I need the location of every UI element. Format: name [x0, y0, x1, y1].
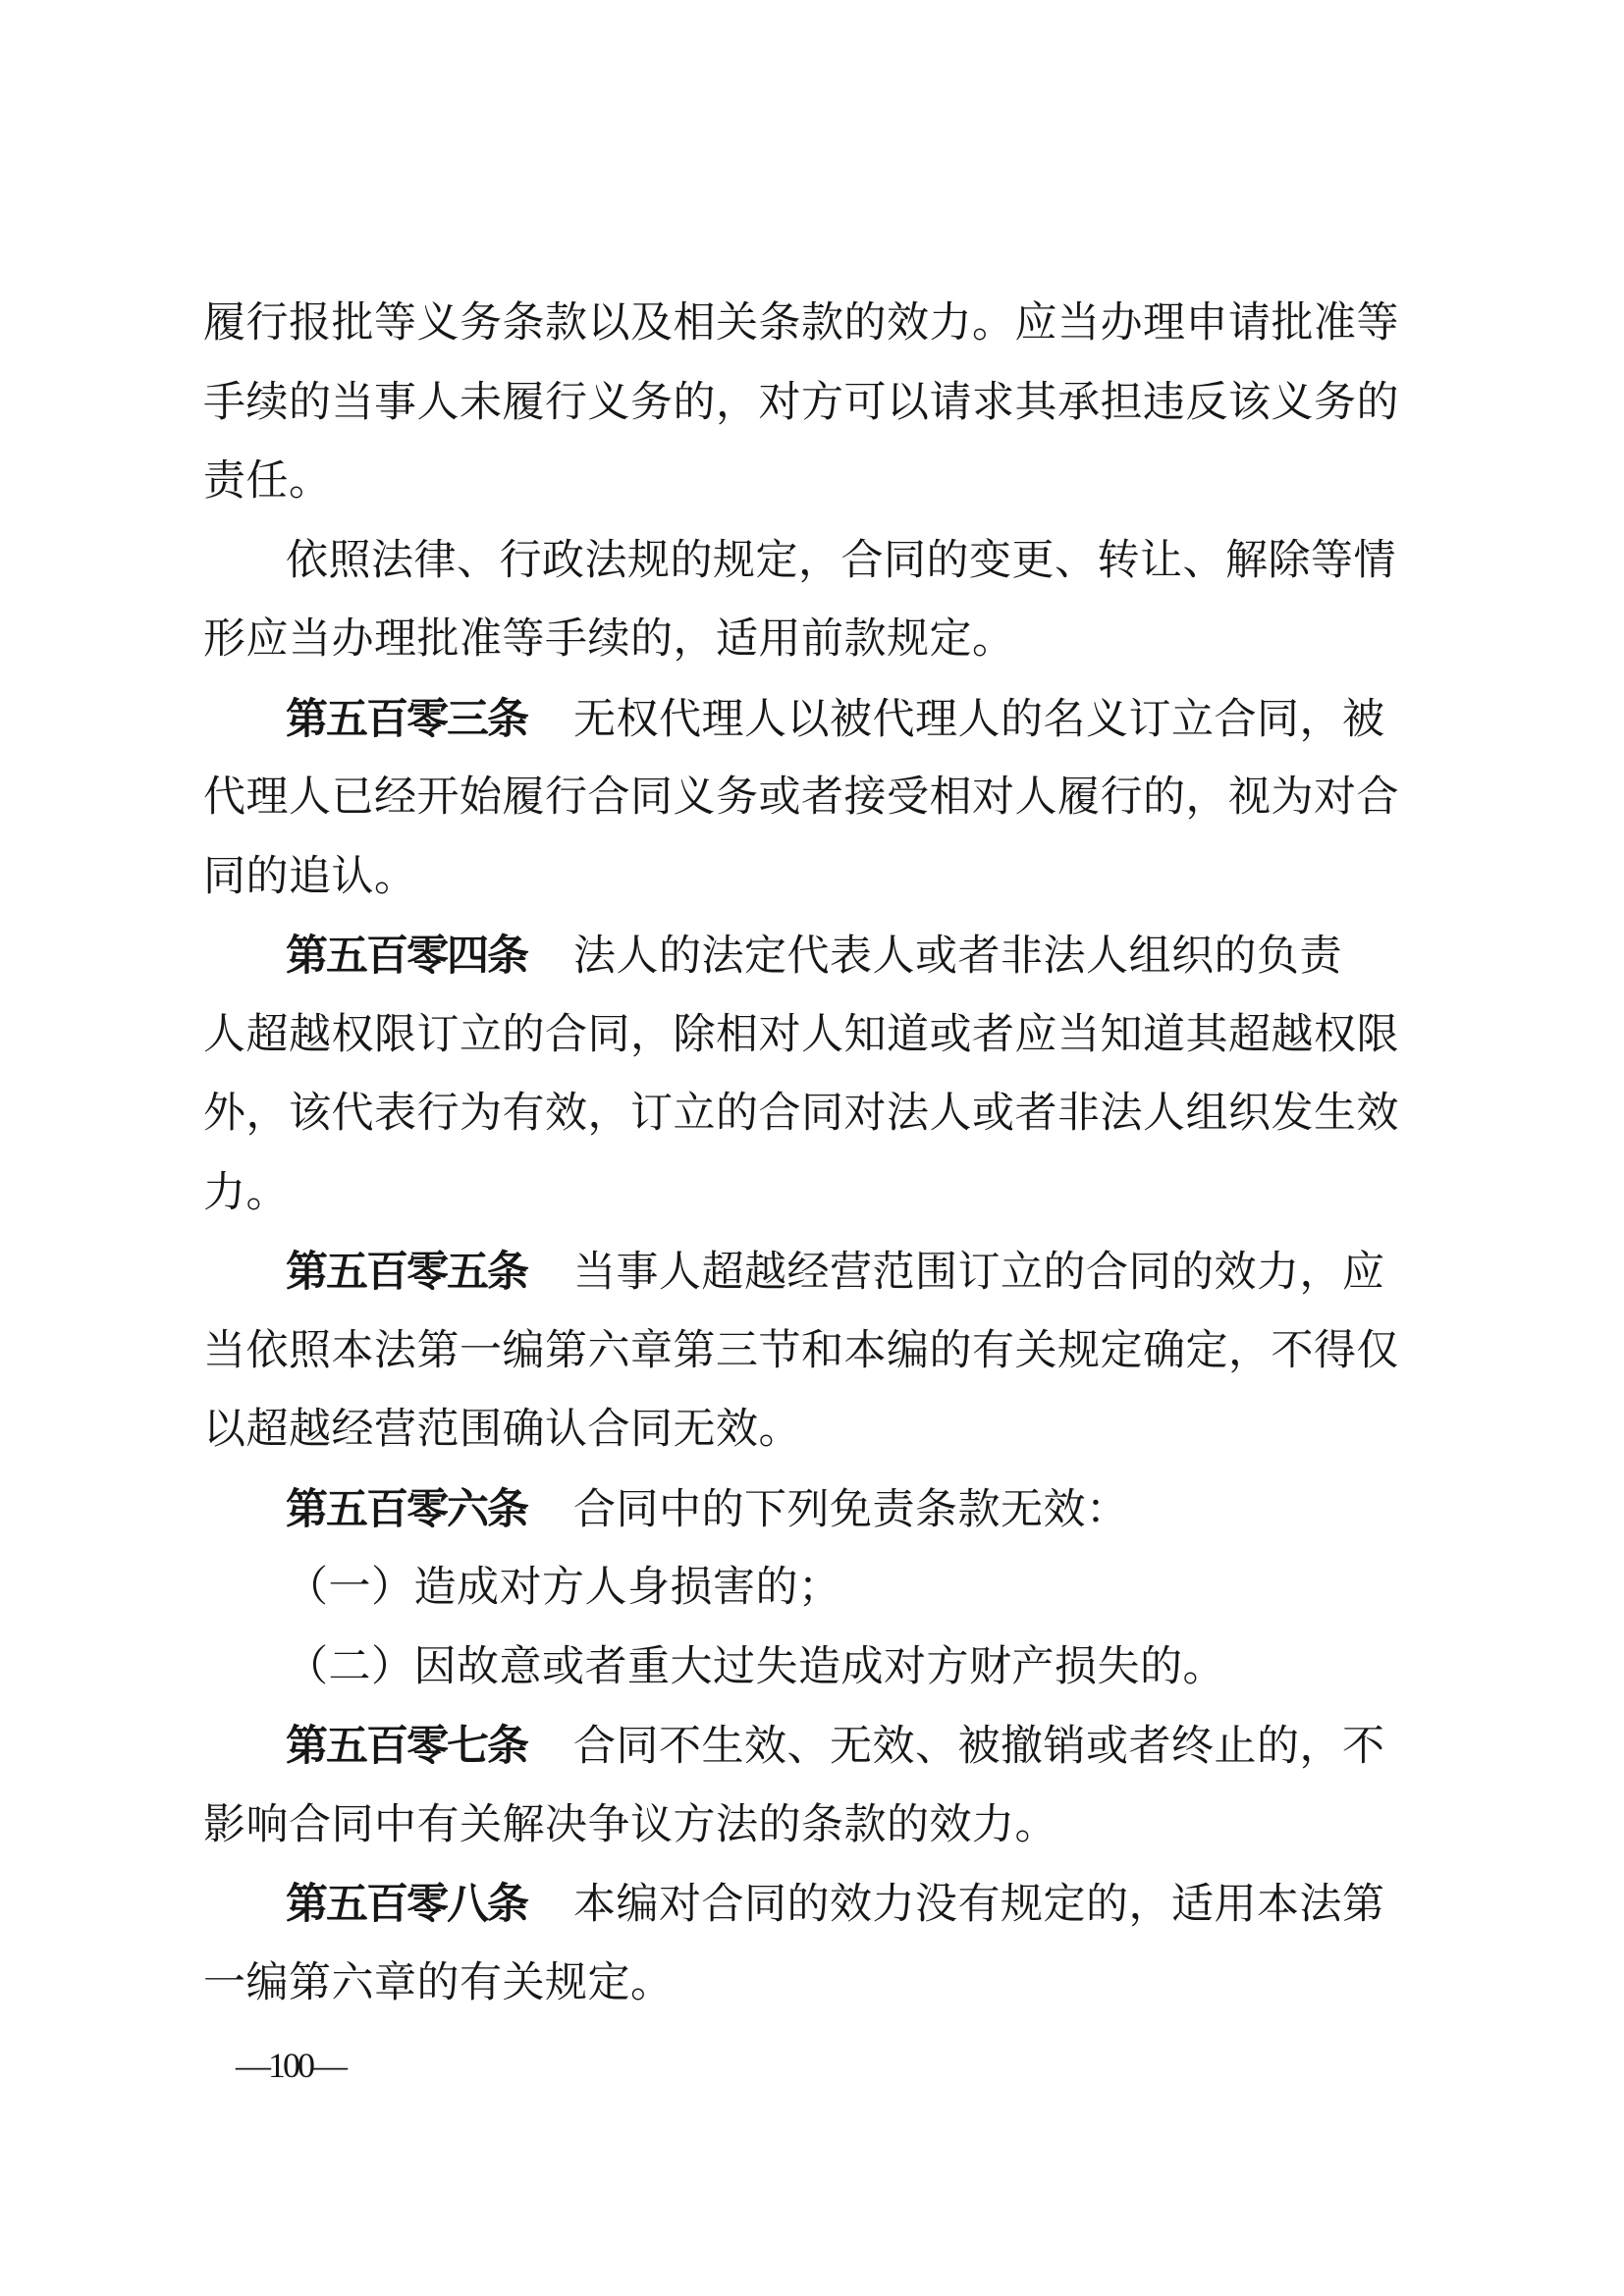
text-line	[203, 1391, 1429, 1470]
text-line	[203, 285, 1429, 364]
line-text: 同的追认。	[203, 853, 417, 900]
text-line	[203, 522, 1429, 602]
line-text: 依照法律、行政法规的规定，合同的变更、转让、解除等情	[286, 537, 1396, 584]
article-number: 第五百零七条	[286, 1723, 527, 1770]
text-line	[203, 1470, 1429, 1550]
text-line	[203, 1154, 1429, 1234]
text-line	[203, 1707, 1429, 1787]
article-number: 第五百零三条	[286, 695, 527, 743]
article-number: 第五百零六条	[286, 1485, 527, 1533]
text-line	[203, 1549, 1429, 1629]
line-text: 以超越经营范围确认合同无效。	[203, 1407, 801, 1453]
line-text: 形应当办理批准等手续的，适用前款规定。	[203, 616, 1015, 663]
line-text: 当依照本法第一编第六章第三节和本编的有关规定确定，不得仅	[203, 1327, 1399, 1374]
text-line	[203, 364, 1429, 444]
text-line	[203, 1945, 1429, 2024]
line-text: 代理人已经开始履行合同义务或者接受相对人履行的，视为对合	[203, 774, 1399, 821]
text-line	[203, 1233, 1429, 1312]
line-text: 无权代理人以被代理人的名义订立合同，被	[573, 696, 1385, 743]
text-line	[203, 838, 1429, 918]
line-text: 影响合同中有关解决争议方法的条款的效力。	[203, 1801, 1057, 1848]
line-text: 一编第六章的有关规定。	[203, 1959, 674, 2006]
text-line	[203, 443, 1429, 522]
text-line	[203, 996, 1429, 1076]
text-line	[203, 1075, 1429, 1154]
text-line	[203, 1629, 1429, 1708]
text-line	[203, 601, 1429, 680]
text-line	[203, 1787, 1429, 1866]
line-text: 手续的当事人未履行义务的，对方可以请求其承担违反该义务的	[203, 379, 1399, 426]
line-text: 人超越权限订立的合同，除相对人知道或者应当知道其超越权限	[203, 1011, 1399, 1058]
legal-text	[203, 285, 1429, 2023]
text-line	[203, 917, 1429, 996]
article-number: 第五百零八条	[286, 1881, 527, 1928]
line-text: 当事人超越经营范围订立的合同的效力，应	[573, 1250, 1385, 1296]
line-text: 法人的法定代表人或者非法人组织的负责	[573, 934, 1342, 980]
line-text: 外，该代表行为有效，订立的合同对法人或者非法人组织发生效	[203, 1091, 1399, 1137]
line-text: 本编对合同的效力没有规定的，适用本法第	[573, 1882, 1385, 1928]
line-text: 力。	[203, 1169, 289, 1216]
page-number: —100—	[236, 2046, 345, 2085]
line-text: 合同不生效、无效、被撤销或者终止的，不	[573, 1724, 1385, 1770]
line-text: （二）因故意或者重大过失造成对方财产损失的。	[286, 1643, 1225, 1690]
article-number: 第五百零四条	[286, 933, 527, 980]
text-line	[203, 1312, 1429, 1392]
text-line	[203, 759, 1429, 838]
text-line	[203, 1865, 1429, 1945]
line-text: 履行报批等义务条款以及相关条款的效力。应当办理申请批准等	[203, 300, 1399, 347]
line-text: 责任。	[203, 458, 332, 505]
article-number: 第五百零五条	[286, 1249, 527, 1296]
text-line	[203, 680, 1429, 760]
line-text: 合同中的下列免责条款无效：	[573, 1486, 1129, 1533]
line-text: （一）造成对方人身损害的；	[286, 1565, 841, 1611]
